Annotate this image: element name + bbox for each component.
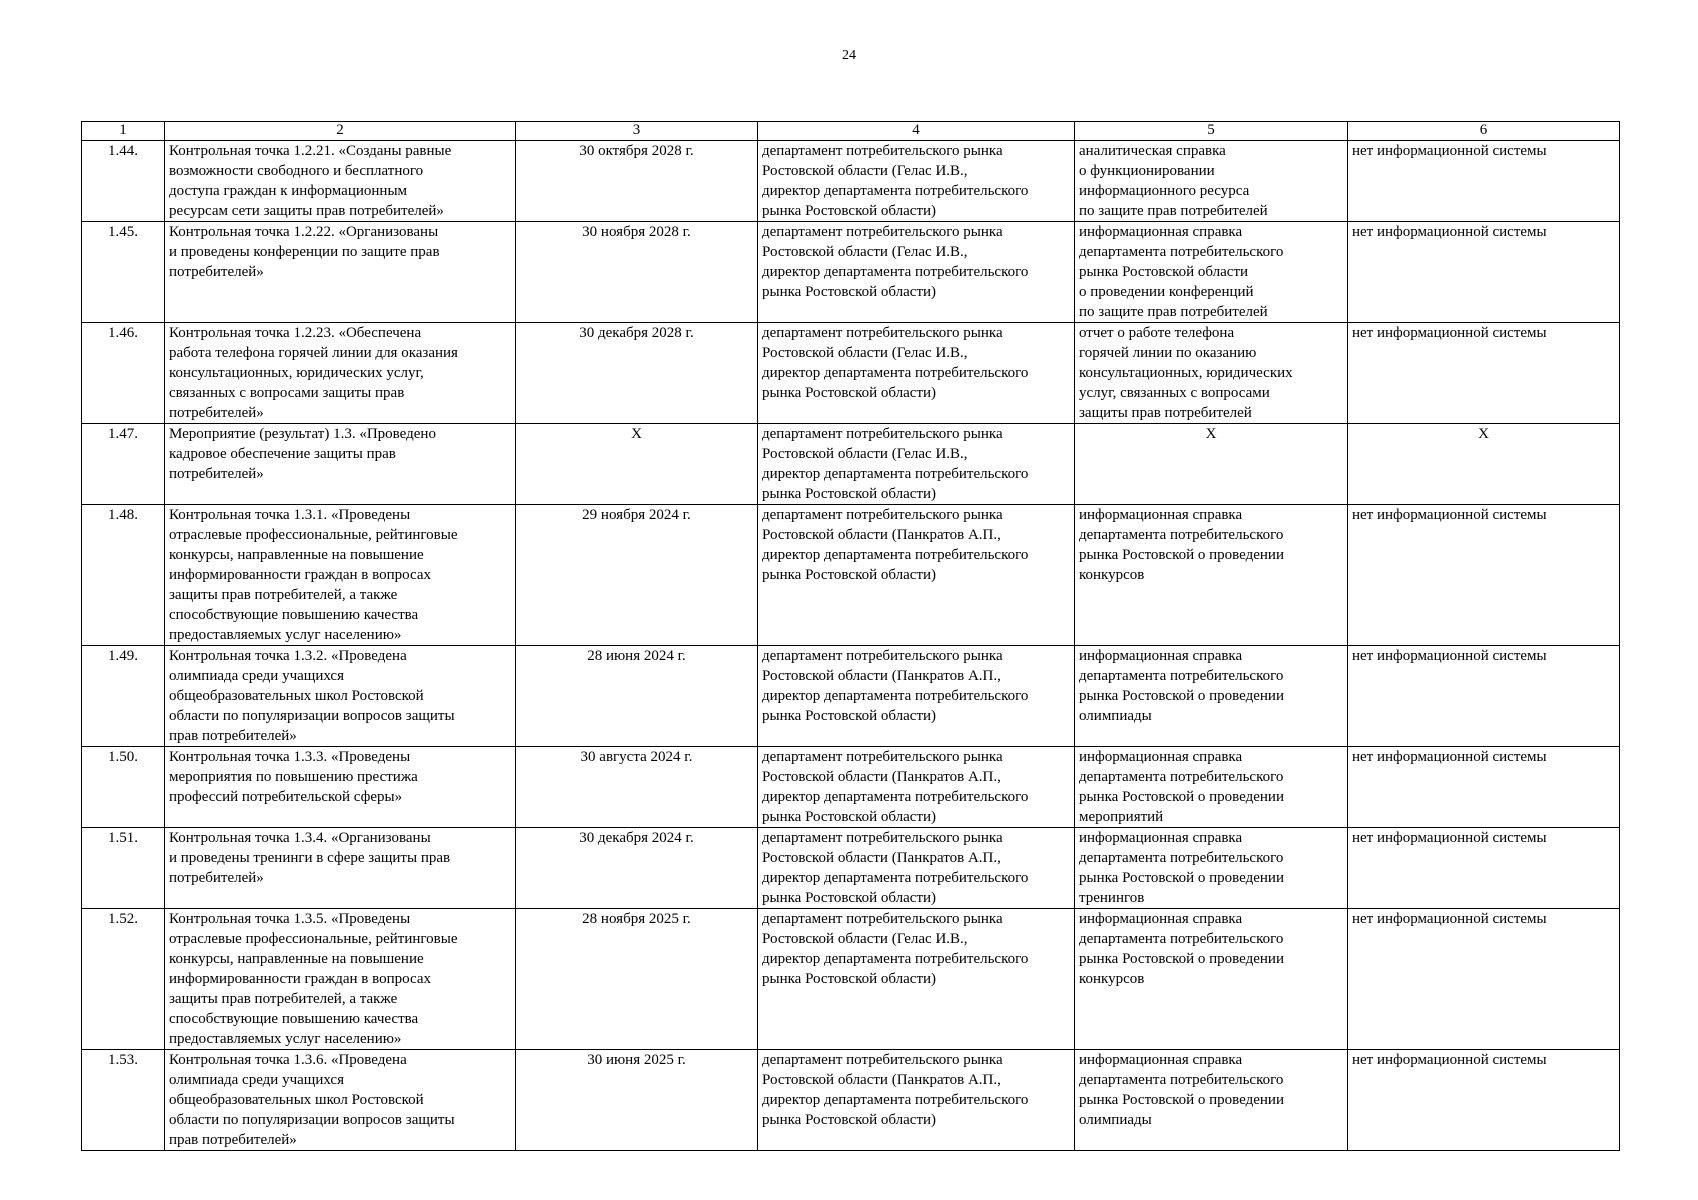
row-system: нет информационной системы (1348, 141, 1620, 222)
row-document: аналитическая справка о функционировании информационного ресурса по защите прав потребителей (1075, 141, 1348, 222)
table-row (82, 646, 1620, 747)
row-number: 1.51. (82, 828, 165, 909)
header-col-4: 4 (758, 122, 1075, 141)
row-date: 30 декабря 2024 г. (516, 828, 758, 909)
table-body (82, 141, 1620, 1151)
row-system: нет информационной системы (1348, 909, 1620, 1050)
row-number: 1.49. (82, 646, 165, 747)
row-document: информационная справка департамента потребительского рынка Ростовской о проведении конкурсов (1075, 909, 1348, 1050)
row-responsible: департамент потребительского рынка Ростовской области (Гелас И.В., директор департамента потребительского рынка Ростовской области) (758, 424, 1075, 505)
row-system: нет информационной системы (1348, 646, 1620, 747)
row-system: нет информационной системы (1348, 1050, 1620, 1151)
page-number: 24 (842, 48, 856, 63)
row-title: Контрольная точка 1.2.22. «Организованы и проведены конференции по защите прав потребителей» (165, 222, 516, 323)
row-title: Контрольная точка 1.3.4. «Организованы и проведены тренинги в сфере защиты прав потребителей» (165, 828, 516, 909)
row-number: 1.53. (82, 1050, 165, 1151)
header-col-1: 1 (82, 122, 165, 141)
row-system: нет информационной системы (1348, 505, 1620, 646)
row-number: 1.47. (82, 424, 165, 505)
header-col-3: 3 (516, 122, 758, 141)
table-row (82, 141, 1620, 222)
row-responsible: департамент потребительского рынка Ростовской области (Панкратов А.П., директор департамента потребительского рынка Ростовской области) (758, 747, 1075, 828)
row-number: 1.44. (82, 141, 165, 222)
table-row (82, 424, 1620, 505)
row-document: информационная справка департамента потребительского рынка Ростовской о проведении олимпиады (1075, 646, 1348, 747)
row-number: 1.46. (82, 323, 165, 424)
row-responsible: департамент потребительского рынка Ростовской области (Панкратов А.П., директор департамента потребительского рынка Ростовской области) (758, 1050, 1075, 1151)
row-date: 30 июня 2025 г. (516, 1050, 758, 1151)
table-row (82, 222, 1620, 323)
row-document: отчет о работе телефона горячей линии по оказанию консультационных, юридических услуг, связанных с вопросами защиты прав потребителей (1075, 323, 1348, 424)
table-row (82, 747, 1620, 828)
control-points-table (81, 121, 1620, 1151)
row-responsible: департамент потребительского рынка Ростовской области (Панкратов А.П., директор департамента потребительского рынка Ростовской области) (758, 646, 1075, 747)
row-date: 28 ноября 2025 г. (516, 909, 758, 1050)
row-number: 1.48. (82, 505, 165, 646)
row-document: информационная справка департамента потребительского рынка Ростовской о проведении тренингов (1075, 828, 1348, 909)
row-responsible: департамент потребительского рынка Ростовской области (Гелас И.В., директор департамента потребительского рынка Ростовской области) (758, 909, 1075, 1050)
row-system: нет информационной системы (1348, 222, 1620, 323)
row-title: Контрольная точка 1.2.23. «Обеспечена работа телефона горячей линии для оказания консультационных, юридических услуг, связанных с вопросами защиты прав потребителей» (165, 323, 516, 424)
row-date: 28 июня 2024 г. (516, 646, 758, 747)
table-row (82, 505, 1620, 646)
row-number: 1.52. (82, 909, 165, 1050)
row-responsible: департамент потребительского рынка Ростовской области (Панкратов А.П., директор департамента потребительского рынка Ростовской области) (758, 505, 1075, 646)
row-system: нет информационной системы (1348, 323, 1620, 424)
row-title: Мероприятие (результат) 1.3. «Проведено кадровое обеспечение защиты прав потребителей» (165, 424, 516, 505)
header-col-6: 6 (1348, 122, 1620, 141)
row-title: Контрольная точка 1.3.1. «Проведены отраслевые профессиональные, рейтинговые конкурсы, направленные на повышение информированности граждан в вопросах защиты прав потребителей, а также способствующие повышению качества предоставляемых услуг населению» (165, 505, 516, 646)
row-document: информационная справка департамента потребительского рынка Ростовской о проведении мероприятий (1075, 747, 1348, 828)
row-responsible: департамент потребительского рынка Ростовской области (Гелас И.В., директор департамента потребительского рынка Ростовской области) (758, 141, 1075, 222)
row-responsible: департамент потребительского рынка Ростовской области (Гелас И.В., директор департамента потребительского рынка Ростовской области) (758, 222, 1075, 323)
row-date: X (516, 424, 758, 505)
header-col-5: 5 (1075, 122, 1348, 141)
row-title: Контрольная точка 1.3.6. «Проведена олимпиада среди учащихся общеобразовательных школ Ростовской области по популяризации вопросов защиты прав потребителей» (165, 1050, 516, 1151)
row-responsible: департамент потребительского рынка Ростовской области (Панкратов А.П., директор департамента потребительского рынка Ростовской области) (758, 828, 1075, 909)
row-title: Контрольная точка 1.3.5. «Проведены отраслевые профессиональные, рейтинговые конкурсы, направленные на повышение информированности граждан в вопросах защиты прав потребителей, а также способствующие повышению качества предоставляемых услуг населению» (165, 909, 516, 1050)
row-document: информационная справка департамента потребительского рынка Ростовской области о проведении конференций по защите прав потребителей (1075, 222, 1348, 323)
header-col-2: 2 (165, 122, 516, 141)
header-row (82, 122, 1620, 141)
row-title: Контрольная точка 1.2.21. «Созданы равные возможности свободного и бесплатного доступа граждан к информационным ресурсам сети защиты прав потребителей» (165, 141, 516, 222)
row-number: 1.50. (82, 747, 165, 828)
table-row (82, 1050, 1620, 1151)
row-title: Контрольная точка 1.3.2. «Проведена олимпиада среди учащихся общеобразовательных школ Ростовской области по популяризации вопросов защиты прав потребителей» (165, 646, 516, 747)
table-row (82, 828, 1620, 909)
row-responsible: департамент потребительского рынка Ростовской области (Гелас И.В., директор департамента потребительского рынка Ростовской области) (758, 323, 1075, 424)
row-document: информационная справка департамента потребительского рынка Ростовской о проведении конкурсов (1075, 505, 1348, 646)
row-system: нет информационной системы (1348, 828, 1620, 909)
row-date: 30 ноября 2028 г. (516, 222, 758, 323)
row-number: 1.45. (82, 222, 165, 323)
row-document: X (1075, 424, 1348, 505)
table-header (82, 122, 1620, 141)
table-row (82, 323, 1620, 424)
row-system: нет информационной системы (1348, 747, 1620, 828)
row-date: 30 августа 2024 г. (516, 747, 758, 828)
row-document: информационная справка департамента потребительского рынка Ростовской о проведении олимпиады (1075, 1050, 1348, 1151)
row-date: 30 декабря 2028 г. (516, 323, 758, 424)
row-title: Контрольная точка 1.3.3. «Проведены мероприятия по повышению престижа профессий потребительской сферы» (165, 747, 516, 828)
row-system: X (1348, 424, 1620, 505)
row-date: 29 ноября 2024 г. (516, 505, 758, 646)
row-date: 30 октября 2028 г. (516, 141, 758, 222)
table-row (82, 909, 1620, 1050)
